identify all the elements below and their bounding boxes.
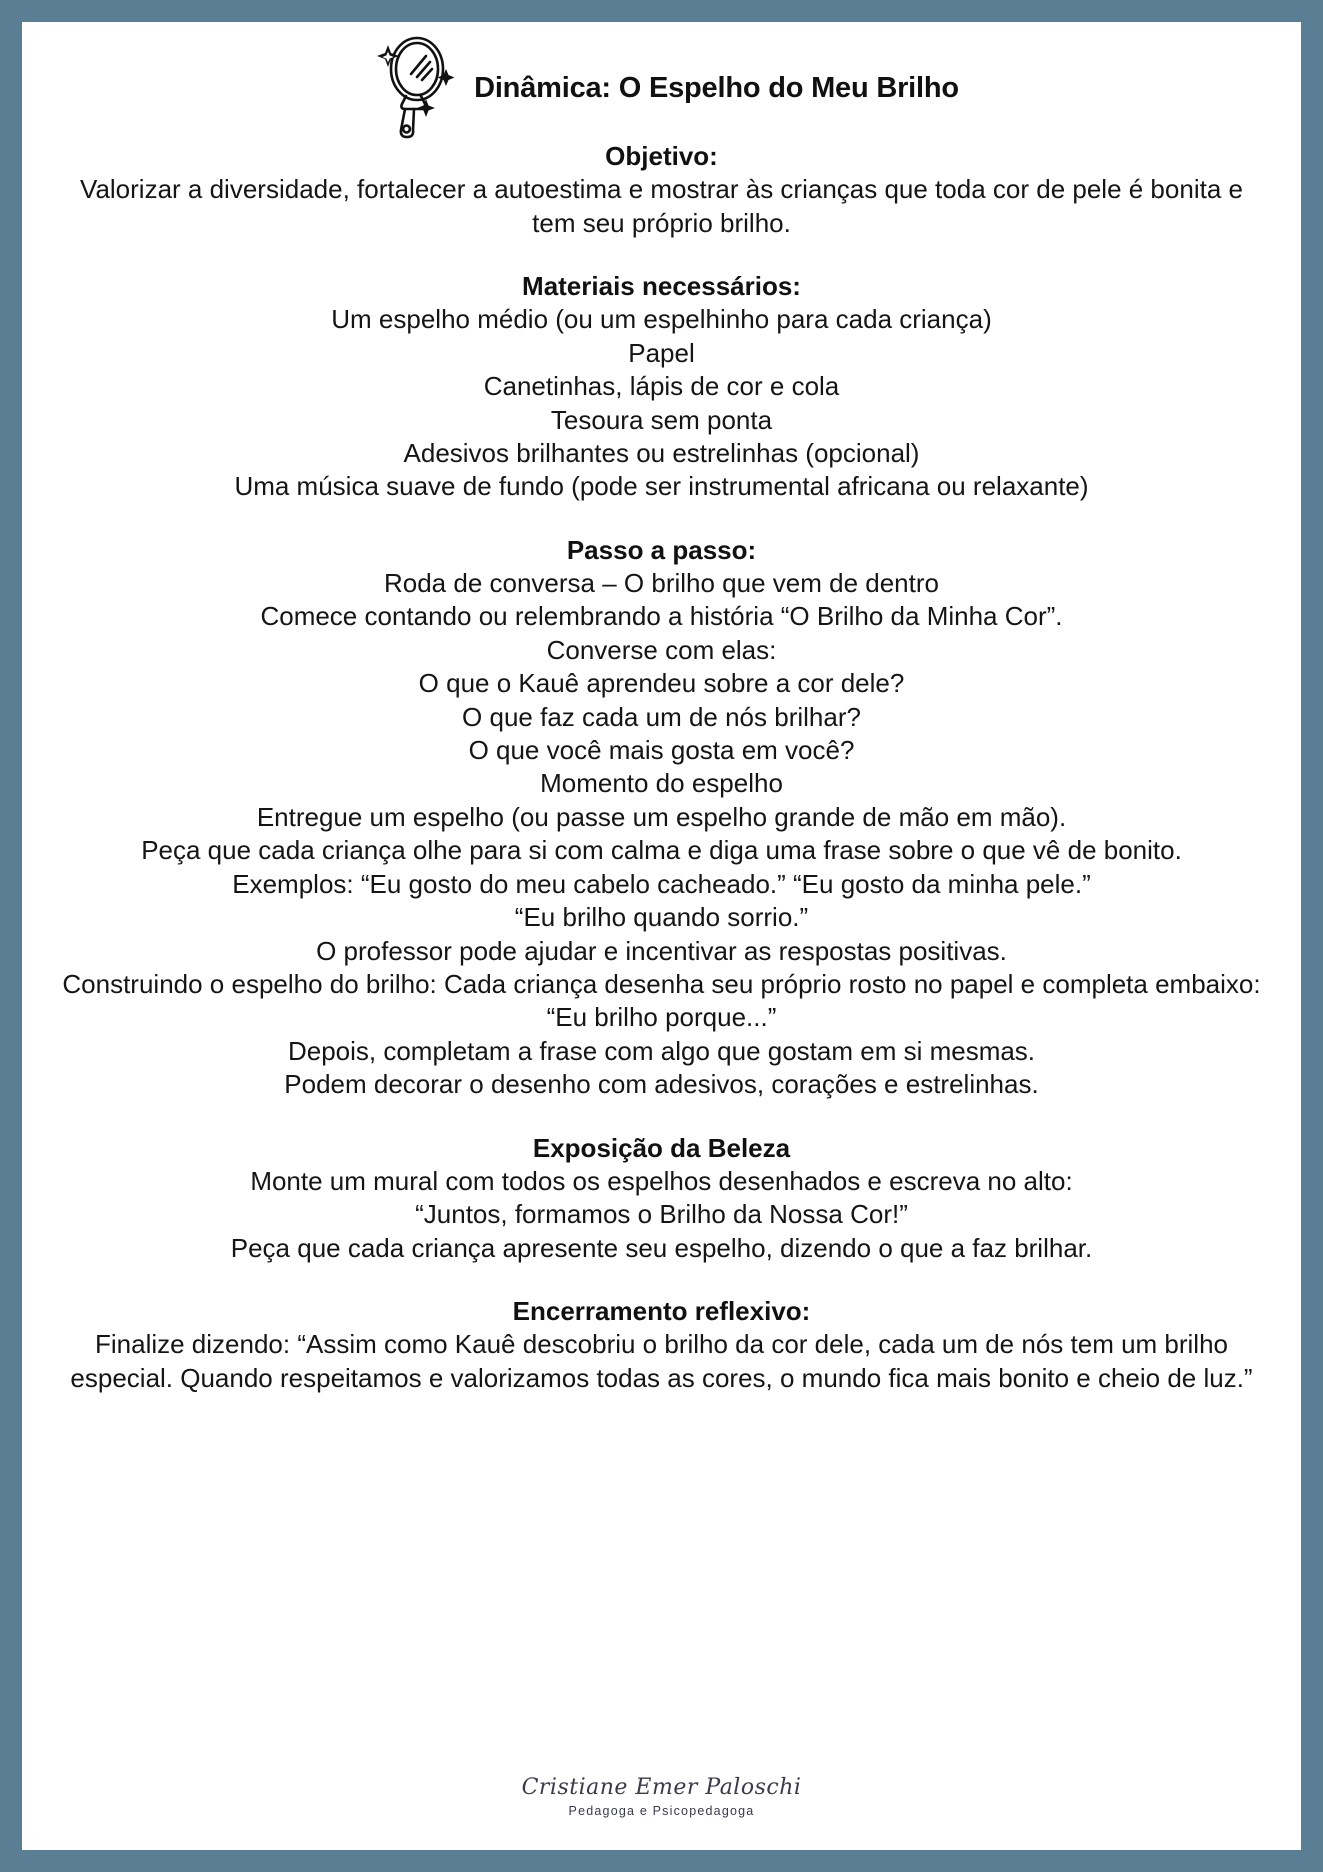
section-exposicao (22, 1132, 1301, 1265)
section-heading-exposicao: Exposição da Beleza (532, 1132, 791, 1163)
section-line: Converse com elas: (546, 634, 777, 665)
section-line: Tesoura sem ponta (550, 404, 773, 435)
section-heading-passo-a-passo: Passo a passo: (566, 534, 757, 565)
section-line: Entregue um espelho (ou passe um espelho grande de mão em mão). (256, 801, 1067, 832)
section-line: Depois, completam a frase com algo que gostam em si mesmas. (287, 1035, 1036, 1066)
signature-role: Pedagoga e Psicopedagoga (568, 1803, 755, 1818)
spacer (22, 1102, 1301, 1132)
section-line: Papel (628, 337, 695, 368)
spacer (22, 504, 1301, 534)
section-line: Exemplos: “Eu gosto do meu cabelo cacheado.” “Eu gosto da minha pele.” (232, 868, 1091, 899)
section-line: Finalize dizendo: “Assim como Kauê descobriu o brilho da cor dele, cada um de nós tem um brilho especial. Quando respeitamos e valorizamos todas as cores, o mundo fica mais bonito e cheio de luz.” (70, 1329, 1253, 1393)
section-line: Uma música suave de fundo (pode ser instrumental africana ou relaxante) (234, 471, 1089, 502)
spacer (22, 1265, 1301, 1295)
section-heading-encerramento: Encerramento reflexivo: (512, 1296, 811, 1327)
section-line: Monte um mural com todos os espelhos desenhados e escreva no alto: (250, 1165, 1073, 1196)
section-line: O que o Kauê aprendeu sobre a cor dele? (418, 668, 905, 699)
signature-name: Cristiane Emer Paloschi (521, 1775, 802, 1801)
section-line: Construindo o espelho do brilho: Cada criança desenha seu próprio rosto no papel e completa embaixo: “Eu brilho porque...” (62, 968, 1261, 1033)
section-line: Valorizar a diversidade, fortalecer a autoestima e mostrar às crianças que toda cor de pele é bonita e tem seu próprio brilho. (80, 174, 1243, 238)
section-line: Podem decorar o desenho com adesivos, corações e estrelinhas. (284, 1069, 1039, 1100)
section-line: Roda de conversa – O brilho que vem de dentro (383, 568, 939, 599)
section-line: O professor pode ajudar e incentivar as respostas positivas. (316, 935, 1007, 966)
section-passo-a-passo (22, 534, 1301, 1102)
section-line: Peça que cada criança olhe para si com calma e diga uma frase sobre o que vê de bonito. (141, 835, 1182, 866)
hand-mirror-sparkle-icon (364, 36, 456, 140)
section-line: Canetinhas, lápis de cor e cola (483, 371, 840, 402)
section-line: Adesivos brilhantes ou estrelinhas (opcional) (403, 437, 920, 468)
section-line: Comece contando ou relembrando a história “O Brilho da Minha Cor”. (260, 601, 1063, 632)
section-heading-materiais: Materiais necessários: (522, 271, 801, 302)
section-encerramento (22, 1295, 1301, 1395)
document-header (22, 22, 1301, 140)
section-materiais (22, 270, 1301, 504)
document-content (22, 22, 1301, 1395)
page-title: Dinâmica: O Espelho do Meu Brilho (474, 71, 959, 104)
document-page (22, 22, 1301, 1850)
spacer (22, 240, 1301, 270)
section-heading-objetivo: Objetivo: (605, 141, 718, 171)
section-line: Um espelho médio (ou um espelhinho para cada criança) (331, 304, 992, 335)
section-line: “Eu brilho quando sorrio.” (514, 902, 809, 933)
section-objetivo (22, 140, 1301, 240)
section-line: Peça que cada criança apresente seu espelho, dizendo o que a faz brilhar. (230, 1232, 1093, 1263)
footer-signature (22, 1776, 1301, 1820)
section-line: O que você mais gosta em você? (468, 735, 855, 766)
section-line: Momento do espelho (540, 768, 783, 799)
section-line: O que faz cada um de nós brilhar? (462, 701, 861, 732)
section-line: “Juntos, formamos o Brilho da Nossa Cor!” (415, 1199, 908, 1230)
